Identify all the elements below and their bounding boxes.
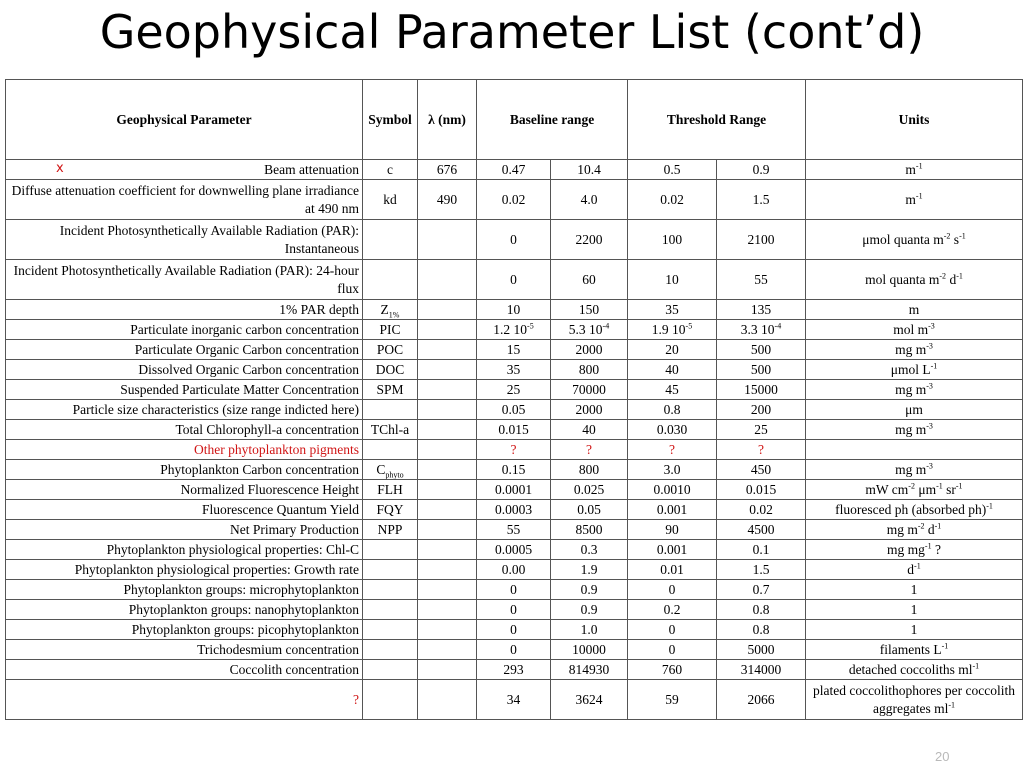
units-exponent: -1 xyxy=(934,521,942,530)
lambda-cell: 676 xyxy=(418,160,477,180)
param-cell: Fluorescence Quantum Yield xyxy=(6,500,363,520)
threshold-max-cell: 4500 xyxy=(717,520,806,540)
threshold-max-cell: 5000 xyxy=(717,640,806,660)
table-row xyxy=(6,480,1023,500)
units-exponent: -1 xyxy=(959,231,966,240)
units-text: detached coccoliths ml xyxy=(848,661,973,677)
table-row xyxy=(6,220,1023,260)
param-cell: Dissolved Organic Carbon concentration xyxy=(6,360,363,380)
table-row xyxy=(6,520,1023,540)
units-exponent: -3 xyxy=(926,341,933,350)
table-row xyxy=(6,380,1023,400)
units-exponent: -1 xyxy=(955,481,963,490)
threshold-min-cell: 3.0 xyxy=(628,460,717,480)
table-row xyxy=(6,340,1023,360)
units-text: μmol L xyxy=(890,361,931,377)
threshold-min-cell: 90 xyxy=(628,520,717,540)
symbol-text: C xyxy=(376,461,386,477)
threshold-max-cell: 25 xyxy=(717,420,806,440)
threshold-min-cell: 0.001 xyxy=(628,540,717,560)
units-cell xyxy=(806,480,1023,500)
threshold-min-cell: 0.001 xyxy=(628,500,717,520)
units-cell xyxy=(806,520,1023,540)
baseline-max-cell: 8500 xyxy=(551,520,628,540)
units-cell xyxy=(806,220,1023,260)
threshold-min-cell: ? xyxy=(628,440,717,460)
table-row xyxy=(6,680,1023,720)
table-row xyxy=(6,360,1023,380)
units-cell: 1 xyxy=(806,580,1023,600)
units-exponent: -1 xyxy=(948,700,956,709)
threshold-min-cell: 0.0010 xyxy=(628,480,717,500)
lambda-cell xyxy=(418,320,477,340)
units-text: mg m xyxy=(895,341,927,357)
threshold-max-cell: 0.1 xyxy=(717,540,806,560)
threshold-max-cell: 0.02 xyxy=(717,500,806,520)
units-text: s xyxy=(950,231,960,247)
baseline-min-cell: 0.015 xyxy=(477,420,551,440)
symbol-cell xyxy=(363,460,418,480)
baseline-max-cell: 800 xyxy=(551,360,628,380)
symbol-cell: kd xyxy=(363,180,418,220)
units-text: filaments L xyxy=(879,641,942,657)
param-cell: Net Primary Production xyxy=(6,520,363,540)
units-text: mg m xyxy=(895,461,927,477)
units-text: mW cm xyxy=(865,481,909,497)
table-row xyxy=(6,160,1023,180)
units-text: fluoresced ph (absorbed ph) xyxy=(835,501,987,517)
baseline-min-cell: 0.00 xyxy=(477,560,551,580)
units-cell: 1 xyxy=(806,600,1023,620)
baseline-max-cell: 0.3 xyxy=(551,540,628,560)
units-text: d xyxy=(924,521,935,537)
symbol-cell: FQY xyxy=(363,500,418,520)
baseline-min-cell: 0.0005 xyxy=(477,540,551,560)
symbol-subscript: 1% xyxy=(388,310,400,320)
units-exponent: -2 xyxy=(943,231,951,240)
slide-title: Geophysical Parameter List (cont’d) xyxy=(99,5,925,59)
table-row xyxy=(6,660,1023,680)
threshold-max-cell: 0.015 xyxy=(717,480,806,500)
units-cell xyxy=(806,540,1023,560)
threshold-min-cell: 35 xyxy=(628,300,717,320)
table-body xyxy=(6,160,1023,720)
symbol-cell: c xyxy=(363,160,418,180)
threshold-min-cell: 760 xyxy=(628,660,717,680)
header-geophysical-parameter: Geophysical Parameter xyxy=(6,80,363,160)
param-cell: Total Chlorophyll-a concentration xyxy=(6,420,363,440)
units-cell xyxy=(806,360,1023,380)
threshold-min-cell: 0.030 xyxy=(628,420,717,440)
parameter-table xyxy=(5,79,1023,720)
param-cell: Trichodesmium concentration xyxy=(6,640,363,660)
page-number: 20 xyxy=(935,749,950,764)
threshold-max-cell: 314000 xyxy=(717,660,806,680)
baseline-max-cell: 814930 xyxy=(551,660,628,680)
baseline-max-cell: 0.9 xyxy=(551,580,628,600)
lambda-cell xyxy=(418,660,477,680)
lambda-cell xyxy=(418,420,477,440)
threshold-min-cell: 10 xyxy=(628,260,717,300)
table-row xyxy=(6,640,1023,660)
units-exponent: -3 xyxy=(926,421,933,430)
units-cell xyxy=(806,340,1023,360)
baseline-min-cell: 0.0001 xyxy=(477,480,551,500)
units-exponent: -1 xyxy=(941,641,949,650)
threshold-max-cell: 15000 xyxy=(717,380,806,400)
baseline-min-cell: 34 xyxy=(477,680,551,720)
parameter-table-container xyxy=(5,79,1022,720)
threshold-min-cell: 0.8 xyxy=(628,400,717,420)
lambda-cell xyxy=(418,440,477,460)
units-cell xyxy=(806,460,1023,480)
baseline-min-cell: 0.0003 xyxy=(477,500,551,520)
units-exponent: -1 xyxy=(924,541,932,550)
table-row xyxy=(6,400,1023,420)
units-cell xyxy=(806,260,1023,300)
lambda-cell xyxy=(418,540,477,560)
symbol-text: Z xyxy=(380,301,389,317)
symbol-cell xyxy=(363,620,418,640)
baseline-max-cell: 70000 xyxy=(551,380,628,400)
baseline-min-cell: 293 xyxy=(477,660,551,680)
lambda-cell xyxy=(418,380,477,400)
lambda-cell xyxy=(418,620,477,640)
param-cell: Phytoplankton physiological properties: Growth rate xyxy=(6,560,363,580)
units-text: mg m xyxy=(895,381,927,397)
threshold-max-cell: 1.5 xyxy=(717,180,806,220)
param-cell: Other phytoplankton pigments xyxy=(6,440,363,460)
symbol-cell xyxy=(363,400,418,420)
symbol-cell: POC xyxy=(363,340,418,360)
threshold-min-cell: 0.01 xyxy=(628,560,717,580)
param-cell: Particulate Organic Carbon concentration xyxy=(6,340,363,360)
lambda-cell xyxy=(418,400,477,420)
baseline-min-cell: ? xyxy=(477,440,551,460)
units-text: mg m xyxy=(895,421,927,437)
baseline-max-cell: 2200 xyxy=(551,220,628,260)
baseline-min-cell: 25 xyxy=(477,380,551,400)
symbol-cell: SPM xyxy=(363,380,418,400)
lambda-cell xyxy=(418,220,477,260)
baseline-max-cell: 10000 xyxy=(551,640,628,660)
units-exponent: -1 xyxy=(936,481,943,490)
baseline-min-cell xyxy=(477,320,551,340)
value-text: 3.3 10 xyxy=(740,321,775,337)
threshold-max-cell xyxy=(717,320,806,340)
baseline-max-cell: 3624 xyxy=(551,680,628,720)
threshold-min-cell: 45 xyxy=(628,380,717,400)
param-cell: Phytoplankton groups: microphytoplankton xyxy=(6,580,363,600)
header-baseline-range: Baseline range xyxy=(477,80,628,160)
threshold-min-cell: 40 xyxy=(628,360,717,380)
baseline-max-cell: 2000 xyxy=(551,400,628,420)
units-exponent: -1 xyxy=(972,661,980,670)
units-cell: 1 xyxy=(806,620,1023,640)
value-text: 1.2 10 xyxy=(493,321,528,337)
baseline-min-cell: 0 xyxy=(477,640,551,660)
threshold-max-cell: 200 xyxy=(717,400,806,420)
threshold-max-cell: 55 xyxy=(717,260,806,300)
symbol-cell xyxy=(363,440,418,460)
baseline-min-cell: 0 xyxy=(477,580,551,600)
units-exponent: -3 xyxy=(926,381,933,390)
symbol-cell: NPP xyxy=(363,520,418,540)
threshold-max-cell: 0.7 xyxy=(717,580,806,600)
symbol-subscript: phyto xyxy=(385,470,404,480)
baseline-max-cell: 10.4 xyxy=(551,160,628,180)
threshold-max-cell: 2100 xyxy=(717,220,806,260)
units-exponent: -3 xyxy=(926,461,933,470)
units-cell xyxy=(806,380,1023,400)
units-cell xyxy=(806,320,1023,340)
param-cell: Phytoplankton groups: picophytoplankton xyxy=(6,620,363,640)
table-row xyxy=(6,560,1023,580)
units-exponent: -1 xyxy=(915,191,923,200)
symbol-cell xyxy=(363,640,418,660)
symbol-cell xyxy=(363,300,418,320)
units-text: mol m xyxy=(893,321,929,337)
threshold-min-cell: 0 xyxy=(628,580,717,600)
threshold-min-cell xyxy=(628,320,717,340)
units-text: mol quanta m xyxy=(865,271,940,287)
baseline-max-cell: 0.025 xyxy=(551,480,628,500)
threshold-max-cell: 2066 xyxy=(717,680,806,720)
units-text: d xyxy=(907,561,915,577)
units-text: d xyxy=(946,271,957,287)
threshold-max-cell: 0.8 xyxy=(717,600,806,620)
threshold-max-cell: 500 xyxy=(717,360,806,380)
units-exponent: -1 xyxy=(915,161,923,170)
baseline-min-cell: 0.05 xyxy=(477,400,551,420)
table-row xyxy=(6,180,1023,220)
baseline-max-cell xyxy=(551,320,628,340)
baseline-max-cell: 2000 xyxy=(551,340,628,360)
lambda-cell xyxy=(418,500,477,520)
symbol-cell xyxy=(363,220,418,260)
symbol-cell xyxy=(363,680,418,720)
threshold-min-cell: 0.02 xyxy=(628,180,717,220)
baseline-min-cell: 0.02 xyxy=(477,180,551,220)
table-row xyxy=(6,440,1023,460)
symbol-cell: PIC xyxy=(363,320,418,340)
param-cell: Coccolith concentration xyxy=(6,660,363,680)
units-exponent: -2 xyxy=(939,271,947,280)
units-cell xyxy=(806,680,1023,720)
value-exponent: -5 xyxy=(527,321,534,330)
units-cell xyxy=(806,660,1023,680)
table-row xyxy=(6,620,1023,640)
units-text: m xyxy=(905,191,916,207)
table-row xyxy=(6,300,1023,320)
units-text: m xyxy=(905,161,916,177)
param-cell: Incident Photosynthetically Available Radiation (PAR): 24-hour flux xyxy=(6,260,363,300)
units-text: sr xyxy=(942,481,956,497)
baseline-min-cell: 15 xyxy=(477,340,551,360)
units-exponent: -1 xyxy=(956,271,963,280)
units-cell xyxy=(806,160,1023,180)
units-cell xyxy=(806,180,1023,220)
baseline-min-cell: 0.15 xyxy=(477,460,551,480)
baseline-min-cell: 35 xyxy=(477,360,551,380)
baseline-min-cell: 0.47 xyxy=(477,160,551,180)
threshold-max-cell: 0.8 xyxy=(717,620,806,640)
threshold-max-cell: 450 xyxy=(717,460,806,480)
units-exponent: -1 xyxy=(930,361,938,370)
symbol-cell xyxy=(363,660,418,680)
baseline-min-cell: 0 xyxy=(477,600,551,620)
baseline-min-cell: 0 xyxy=(477,620,551,640)
units-text: mg mg xyxy=(887,541,925,557)
param-cell: Phytoplankton physiological properties: Chl-C xyxy=(6,540,363,560)
baseline-max-cell: 800 xyxy=(551,460,628,480)
lambda-cell xyxy=(418,480,477,500)
lambda-cell xyxy=(418,520,477,540)
param-cell: Phytoplankton groups: nanophytoplankton xyxy=(6,600,363,620)
units-cell xyxy=(806,420,1023,440)
threshold-min-cell: 0 xyxy=(628,620,717,640)
baseline-min-cell: 55 xyxy=(477,520,551,540)
param-cell: ? xyxy=(6,680,363,720)
param-cell: Incident Photosynthetically Available Radiation (PAR): Instantaneous xyxy=(6,220,363,260)
baseline-max-cell: 1.0 xyxy=(551,620,628,640)
lambda-cell xyxy=(418,680,477,720)
baseline-max-cell: ? xyxy=(551,440,628,460)
lambda-cell xyxy=(418,600,477,620)
symbol-cell: FLH xyxy=(363,480,418,500)
baseline-max-cell: 4.0 xyxy=(551,180,628,220)
param-cell: Particle size characteristics (size range indicted here) xyxy=(6,400,363,420)
table-row xyxy=(6,260,1023,300)
baseline-min-cell: 10 xyxy=(477,300,551,320)
value-exponent: -4 xyxy=(774,321,782,330)
baseline-min-cell: 0 xyxy=(477,220,551,260)
units-exponent: -3 xyxy=(928,321,935,330)
units-exponent: -1 xyxy=(914,561,921,570)
param-cell xyxy=(6,160,363,180)
x-mark-icon: x xyxy=(56,161,64,176)
value-exponent: -5 xyxy=(685,321,693,330)
units-text: ? xyxy=(931,541,941,557)
lambda-cell xyxy=(418,560,477,580)
baseline-max-cell: 60 xyxy=(551,260,628,300)
units-cell xyxy=(806,440,1023,460)
units-text: μmol quanta m xyxy=(862,231,944,247)
baseline-max-cell: 40 xyxy=(551,420,628,440)
symbol-cell xyxy=(363,560,418,580)
units-exponent: -2 xyxy=(908,481,915,490)
units-text: plated coccolithophores per coccolith aggregates ml xyxy=(812,682,1016,716)
table-row xyxy=(6,420,1023,440)
threshold-min-cell: 59 xyxy=(628,680,717,720)
lambda-cell xyxy=(418,300,477,320)
table-row xyxy=(6,600,1023,620)
lambda-cell xyxy=(418,360,477,380)
threshold-max-cell: ? xyxy=(717,440,806,460)
header-lambda: λ (nm) xyxy=(418,80,477,160)
units-text: mg m xyxy=(886,521,918,537)
param-cell: Suspended Particulate Matter Concentration xyxy=(6,380,363,400)
threshold-min-cell: 20 xyxy=(628,340,717,360)
units-exponent: -2 xyxy=(917,521,925,530)
lambda-cell xyxy=(418,340,477,360)
units-exponent: -1 xyxy=(986,501,993,510)
units-cell: m xyxy=(806,300,1023,320)
units-cell xyxy=(806,500,1023,520)
header-threshold-range: Threshold Range xyxy=(628,80,806,160)
param-cell: Normalized Fluorescence Height xyxy=(6,480,363,500)
param-name: Beam attenuation xyxy=(264,161,359,177)
units-cell xyxy=(806,560,1023,580)
param-cell: Diffuse attenuation coefficient for downwelling plane irradiance at 490 nm xyxy=(6,180,363,220)
table-row xyxy=(6,320,1023,340)
baseline-max-cell: 0.9 xyxy=(551,600,628,620)
baseline-max-cell: 0.05 xyxy=(551,500,628,520)
symbol-cell xyxy=(363,540,418,560)
threshold-max-cell: 135 xyxy=(717,300,806,320)
symbol-cell xyxy=(363,260,418,300)
baseline-max-cell: 150 xyxy=(551,300,628,320)
header-symbol: Symbol xyxy=(363,80,418,160)
symbol-cell xyxy=(363,580,418,600)
table-row xyxy=(6,580,1023,600)
param-cell: 1% PAR depth xyxy=(6,300,363,320)
units-cell xyxy=(806,640,1023,660)
threshold-min-cell: 100 xyxy=(628,220,717,260)
lambda-cell xyxy=(418,640,477,660)
table-header-row xyxy=(6,80,1023,160)
units-cell: μm xyxy=(806,400,1023,420)
value-exponent: -4 xyxy=(602,321,610,330)
lambda-cell xyxy=(418,260,477,300)
param-cell: Phytoplankton Carbon concentration xyxy=(6,460,363,480)
symbol-cell xyxy=(363,600,418,620)
threshold-min-cell: 0.2 xyxy=(628,600,717,620)
threshold-min-cell: 0.5 xyxy=(628,160,717,180)
lambda-cell: 490 xyxy=(418,180,477,220)
table-row xyxy=(6,460,1023,480)
value-text: 5.3 10 xyxy=(568,321,603,337)
threshold-max-cell: 0.9 xyxy=(717,160,806,180)
threshold-max-cell: 500 xyxy=(717,340,806,360)
lambda-cell xyxy=(418,460,477,480)
units-text: μm xyxy=(914,481,937,497)
baseline-max-cell: 1.9 xyxy=(551,560,628,580)
header-units: Units xyxy=(806,80,1023,160)
symbol-cell: TChl-a xyxy=(363,420,418,440)
table-row xyxy=(6,500,1023,520)
table-row xyxy=(6,540,1023,560)
param-cell: Particulate inorganic carbon concentration xyxy=(6,320,363,340)
threshold-max-cell: 1.5 xyxy=(717,560,806,580)
threshold-min-cell: 0 xyxy=(628,640,717,660)
value-text: 1.9 10 xyxy=(651,321,686,337)
symbol-cell: DOC xyxy=(363,360,418,380)
baseline-min-cell: 0 xyxy=(477,260,551,300)
lambda-cell xyxy=(418,580,477,600)
